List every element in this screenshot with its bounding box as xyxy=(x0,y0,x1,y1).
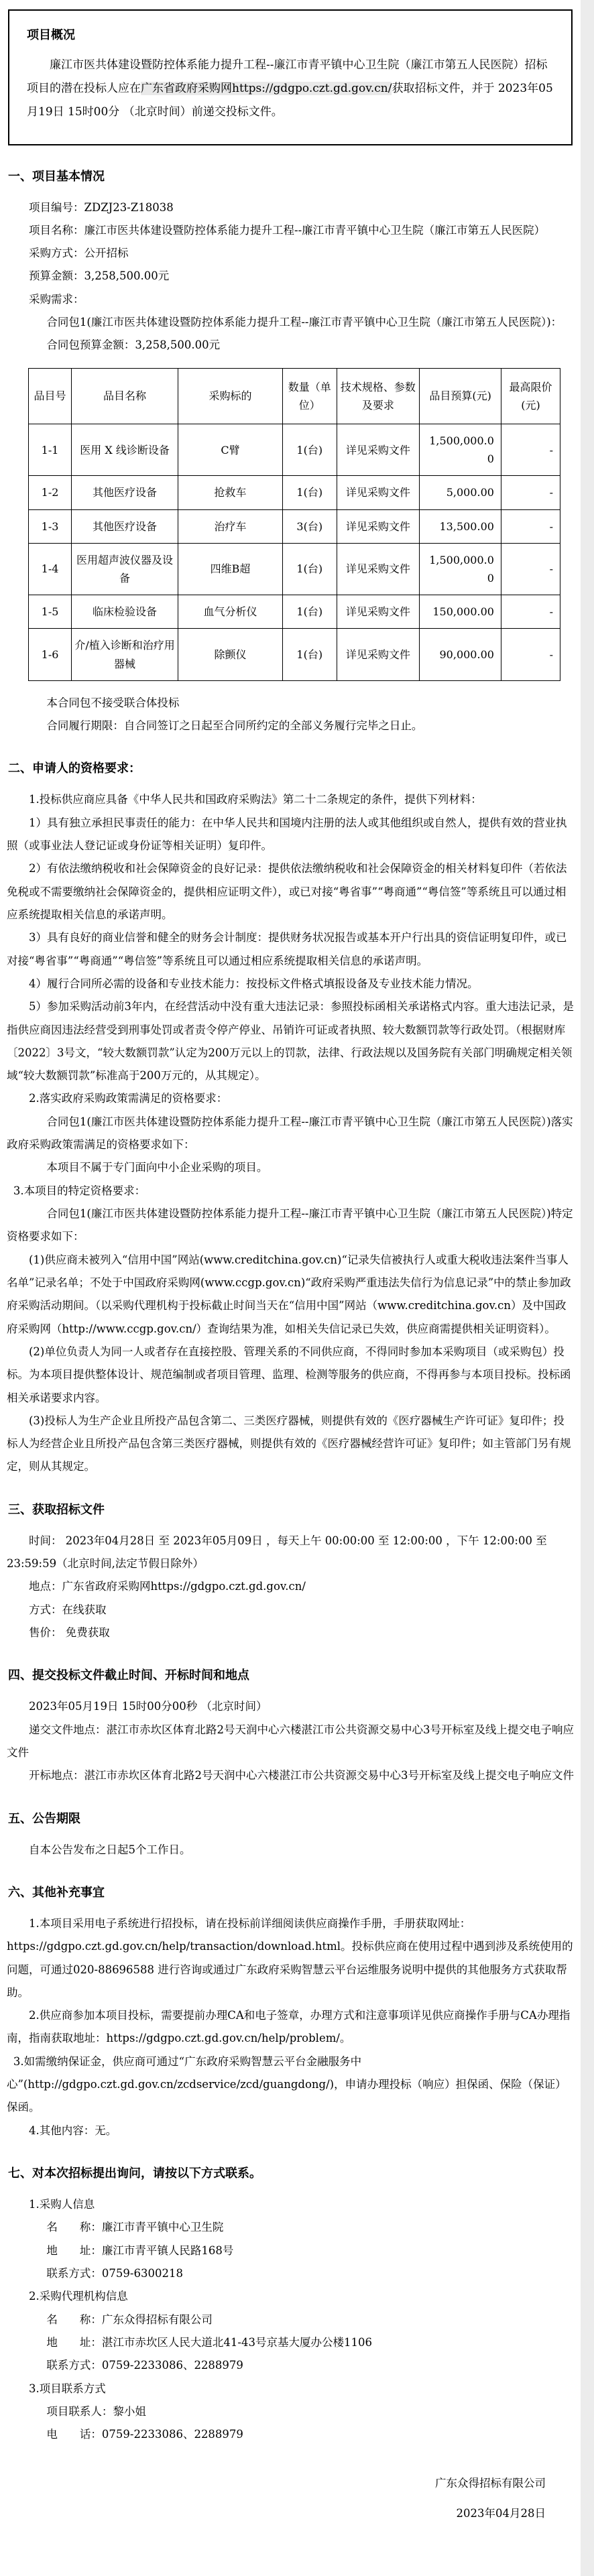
table-row xyxy=(29,476,560,509)
table-cell: 1,500,000.00 xyxy=(420,543,501,595)
paragraph: 采购需求： xyxy=(29,292,84,306)
paragraph: (2)单位负责人为同一人或者存在直接控股、管理关系的不同供应商，不得同时参加本采购项目（或采购包）投标。为本项目提供整体设计、规范编制或者项目管理、监理、检测等服务的供应商，不得再参与本项目投标。投标函相关承诺要求内容。 xyxy=(7,1345,571,1404)
paragraph: 3）具有良好的商业信誉和健全的财务会计制度：提供财务状况报告或基本开户行出具的资信证明复印件，或已对接“粤省事”“粤商通”“粤信签”等系统且可以通过相应系统提取相关信息的承诺声明。 xyxy=(7,931,567,967)
table-cell: 详见采购文件 xyxy=(337,424,420,476)
table-row xyxy=(29,509,560,543)
table-cell: 医用 X 线诊断设备 xyxy=(72,424,178,476)
doc-section xyxy=(7,1500,574,1645)
procurement-items-table xyxy=(28,368,560,681)
table-cell: 1(台) xyxy=(282,543,337,595)
table-cell: 1-4 xyxy=(29,543,72,595)
table-cell: 1,500,000.00 xyxy=(420,424,501,476)
paragraph: (1)供应商未被列入“信用中国”网站(www.creditchina.gov.cn)“记录失信被执行人或重大税收违法案件当事人名单”记录名单；不处于中国政府采购网(www.ccgp.gov.cn)“政府采购严重违法失信行为信息记录”中的禁止参加政府采购活动期间。（以采购代理机构于投标截止时间当天在“信用中国”网站（www.creditchina.gov.cn）及中国政府采购网（http://www.ccgp.gov.cn/）查询结果为准，如相关失信记录已失效，供应商需提供相关证明资料）。 xyxy=(7,1253,571,1335)
paragraph: 名 称：广东众得招标有限公司 xyxy=(46,2313,213,2326)
table-header-cell: 最高限价(元) xyxy=(501,368,560,424)
table-cell: 3(台) xyxy=(282,509,337,543)
table-cell: 150,000.00 xyxy=(420,595,501,629)
paragraph: 电 话：0759-2233086、2288979 xyxy=(46,2428,243,2441)
table-cell: 13,500.00 xyxy=(420,509,501,543)
table-cell: - xyxy=(501,509,560,543)
table-cell: 详见采购文件 xyxy=(337,595,420,629)
doc-section xyxy=(7,167,574,738)
table-cell: 详见采购文件 xyxy=(337,509,420,543)
overview-text-after: 获取招标文件，并于 2023年05月19日 15时00分 （北京时间）前递交投标文件。 xyxy=(27,81,553,119)
table-cell: 1-3 xyxy=(29,509,72,543)
table-header-cell: 采购标的 xyxy=(178,368,283,424)
paragraph: 2.采购代理机构信息 xyxy=(29,2290,128,2303)
paragraph: 名 称：廉江市青平镇中心卫生院 xyxy=(46,2221,224,2234)
paragraph: 地点：广东省政府采购网https://gdgpo.czt.gd.gov.cn/ xyxy=(29,1580,306,1593)
paragraph: 3.本项目的特定资格要求： xyxy=(13,1184,146,1197)
paragraph: 联系方式：0759-6300218 xyxy=(46,2266,183,2280)
paragraph: 2.供应商参加本项目投标，需要提前办理CA和电子签章，办理方式和注意事项详见供应商操作手册与CA办理指南，指南获取地址：https://gdgpo.czt.gd.gov.cn/help/problem/。 xyxy=(7,2009,571,2045)
table-cell: 1(台) xyxy=(282,424,337,476)
paragraph: 1.投标供应商应具备《中华人民共和国政府采购法》第二十二条规定的条件，提供下列材料： xyxy=(29,793,482,806)
paragraph: 方式：在线获取 xyxy=(29,1603,107,1616)
section-heading: 五、公告期限 xyxy=(8,1811,80,1826)
paragraph: 项目联系人：黎小姐 xyxy=(46,2404,146,2418)
paragraph: 2023年05月19日 15时00分00秒 （北京时间） xyxy=(29,1700,268,1713)
paragraph: 合同包1(廉江市医共体建设暨防控体系能力提升工程--廉江市青平镇中心卫生院（廉江市第五人民医院）)特定资格要求如下： xyxy=(7,1207,573,1243)
table-cell: - xyxy=(501,476,560,509)
project-overview-box xyxy=(8,9,573,145)
paragraph: 地 址：湛江市赤坎区人民大道北41-43号京基大厦办公楼1106 xyxy=(46,2335,372,2349)
doc-section xyxy=(7,2164,574,2446)
paragraph: 本合同包不接受联合体投标 xyxy=(46,696,180,709)
table-cell: 血气分析仪 xyxy=(178,595,283,629)
table-header-cell: 数量（单位） xyxy=(282,368,337,424)
table-cell: - xyxy=(501,424,560,476)
announcement-date: 2023年04月28日 xyxy=(456,2507,546,2520)
paragraph: 合同包1(廉江市医共体建设暨防控体系能力提升工程--廉江市青平镇中心卫生院（廉江市第五人民医院）)： xyxy=(46,316,562,329)
overview-text-before: 廉江市医共体建设暨防控体系能力提升工程--廉江市青平镇中心卫生院（廉江市第五人民医院）招标项目的潜在投标人应在 xyxy=(27,58,548,95)
paragraph: 自本公告发布之日起5个工作日。 xyxy=(29,1843,191,1856)
table-cell: 详见采购文件 xyxy=(337,476,420,509)
paragraph: 递交文件地点：湛江市赤坎区体育北路2号天润中心六楼湛江市公共资源交易中心3号开标室及线上提交电子响应文件 xyxy=(7,1723,574,1759)
paragraph: 4）履行合同所必需的设备和专业技术能力：按投标文件格式填报设备及专业技术能力情况。 xyxy=(29,977,479,990)
table-cell: 抢救车 xyxy=(178,476,283,509)
table-cell: 1-5 xyxy=(29,595,72,629)
table-cell: 5,000.00 xyxy=(420,476,501,509)
paragraph: 合同履行期限：自合同签订之日起至合同所约定的全部义务履行完毕之日止。 xyxy=(46,719,423,733)
table-header-row xyxy=(29,368,560,424)
table-cell: 其他医疗设备 xyxy=(72,509,178,543)
paragraph: 合同包预算金额：3,258,500.00元 xyxy=(46,339,221,352)
table-cell: 90,000.00 xyxy=(420,629,501,680)
paragraph: 预算金额：3,258,500.00元 xyxy=(29,269,170,283)
table-cell: - xyxy=(501,595,560,629)
section-heading: 一、项目基本情况 xyxy=(8,169,105,184)
paragraph: 5）参加采购活动前3年内，在经营活动中没有重大违法记录：参照投标函相关承诺格式内容。重大违法记录，是指供应商因违法经营受到刑事处罚或者责令停产停业、吊销许可证或者执照、较大数额罚款等行政处罚。（根据财库〔2022〕3号文，“较大数额罚款”认定为200万元以上的罚款，法律、行政法规以及国务院有关部门明确规定相关领域“较大数额罚款”标准高于200万元的，从其规定）。 xyxy=(7,1000,574,1083)
table-header-cell: 技术规格、参数及要求 xyxy=(337,368,420,424)
table-cell: 1(台) xyxy=(282,629,337,680)
paragraph: 联系方式：0759-2233086、2288979 xyxy=(46,2359,243,2372)
paragraph: 2.落实政府采购政策需满足的资格要求： xyxy=(29,1092,228,1105)
paragraph: 本项目不属于专门面向中小企业采购的项目。 xyxy=(46,1161,268,1174)
paragraph: 合同包1(廉江市医共体建设暨防控体系能力提升工程--廉江市青平镇中心卫生院（廉江市第五人民医院）)落实政府采购政策需满足的资格要求如下： xyxy=(7,1115,573,1152)
table-cell: C臂 xyxy=(178,424,283,476)
paragraph: 项目编号：ZDZJ23-Z18038 xyxy=(29,200,174,214)
overview-paragraph xyxy=(27,54,554,124)
table-cell: 其他医疗设备 xyxy=(72,476,178,509)
paragraph: 2）有依法缴纳税收和社会保障资金的良好记录：提供依法缴纳税收和社会保障资金的相关材料复印件（若依法免税或不需要缴纳社会保障资金的，提供相应证明文件），或已对接“粤省事”“粤商通”“粤信签”等系统且可以通过相应系统提取相关信息的承诺声明。 xyxy=(7,862,567,921)
agency-name: 广东众得招标有限公司 xyxy=(435,2477,546,2490)
table-cell: 1-6 xyxy=(29,629,72,680)
table-cell: 详见采购文件 xyxy=(337,543,420,595)
table-cell: 治疗车 xyxy=(178,509,283,543)
table-row xyxy=(29,595,560,629)
doc-section xyxy=(7,1883,574,2142)
paragraph: 售价： 免费获取 xyxy=(29,1626,110,1640)
table-cell: 除颤仪 xyxy=(178,629,283,680)
paragraph: 3.项目联系方式 xyxy=(29,2382,106,2395)
paragraph: 1.本项目采用电子系统进行招投标，请在投标前详细阅读供应商操作手册，手册获取网址：https://gdgpo.czt.gd.gov.cn/help/transaction/download.html。投标供应商在使用过程中遇到涉及系统使用的问题，可通过020-88696588 进行咨询或通过广东政府采购智慧云平台运维服务说明中提供的其他服务方式获取帮助。 xyxy=(7,1916,573,1999)
table-cell: 1-1 xyxy=(29,424,72,476)
table-cell: 四维B超 xyxy=(178,543,283,595)
table-cell: - xyxy=(501,629,560,680)
document-body xyxy=(7,167,574,2447)
paragraph: 项目名称：廉江市医共体建设暨防控体系能力提升工程--廉江市青平镇中心卫生院（廉江市第五人民医院） xyxy=(29,223,546,237)
paragraph: (3)投标人为生产企业且所投产品包含第二、三类医疗器械，则提供有效的《医疗器械生产许可证》复印件；投标人为经营企业且所投产品包含第三类医疗器械，则提供有效的《医疗器械经营许可证》复印件；如主管部门另有规定，则从其规定。 xyxy=(7,1414,571,1473)
section-heading: 七、对本次招标提出询问，请按以下方式联系。 xyxy=(8,2166,261,2181)
table-row xyxy=(29,543,560,595)
table-row xyxy=(29,629,560,680)
section-heading: 三、获取招标文件 xyxy=(8,1502,105,1517)
table-cell: - xyxy=(501,543,560,595)
table-cell: 1(台) xyxy=(282,476,337,509)
table-cell: 临床检验设备 xyxy=(72,595,178,629)
paragraph: 1.采购人信息 xyxy=(29,2198,95,2211)
doc-section xyxy=(7,1809,574,1861)
doc-section xyxy=(7,759,574,1478)
paragraph: 开标地点：湛江市赤坎区体育北路2号天润中心六楼湛江市公共资源交易中心3号开标室及线上提交电子响应文件 xyxy=(29,1769,574,1782)
section-heading: 六、其他补充事宜 xyxy=(8,1885,105,1900)
table-header-cell: 品目名称 xyxy=(72,368,178,424)
table-cell: 医用超声波仪器及设备 xyxy=(72,543,178,595)
table-cell: 详见采购文件 xyxy=(337,629,420,680)
section-heading: 四、提交投标文件截止时间、开标时间和地点 xyxy=(8,1668,249,1683)
table-cell: 1(台) xyxy=(282,595,337,629)
table-header-cell: 品目预算(元) xyxy=(420,368,501,424)
overview-title: 项目概况 xyxy=(27,28,75,42)
signature-block xyxy=(7,2469,574,2528)
paragraph: 4.其他内容：无。 xyxy=(29,2124,117,2137)
paragraph: 地 址：廉江市青平镇人民路168号 xyxy=(46,2244,234,2257)
paragraph: 3.如需缴纳保证金，供应商可通过“广东政府采购智慧云平台金融服务中心”(http://gdgpo.czt.gd.gov.cn/zcdservice/zcd/guangdong/)，申请办理投标（响应）担保函、保险（保证）保函。 xyxy=(7,2054,567,2114)
paragraph: 时间： 2023年04月28日 至 2023年05月09日 ，每天上午 00:00:00 至 12:00:00 ，下午 12:00:00 至 23:59:59（北京时间,法定节假日除外） xyxy=(7,1534,547,1571)
paragraph: 采购方式：公开招标 xyxy=(29,247,129,260)
paragraph: 1）具有独立承担民事责任的能力：在中华人民共和国境内注册的法人或其他组织或自然人，提供有效的营业执照（或事业法人登记证或身份证等相关证明）复印件。 xyxy=(7,816,567,853)
table-row xyxy=(29,424,560,476)
table-cell: 1-2 xyxy=(29,476,72,509)
doc-section xyxy=(7,1666,574,1787)
table-header-cell: 品目号 xyxy=(29,368,72,424)
section-heading: 二、申请人的资格要求： xyxy=(8,761,141,776)
table-cell: 介/植入诊断和治疗用器械 xyxy=(72,629,178,680)
procurement-site-url: 广东省政府采购网https://gdgpo.czt.gd.gov.cn/ xyxy=(141,81,392,95)
